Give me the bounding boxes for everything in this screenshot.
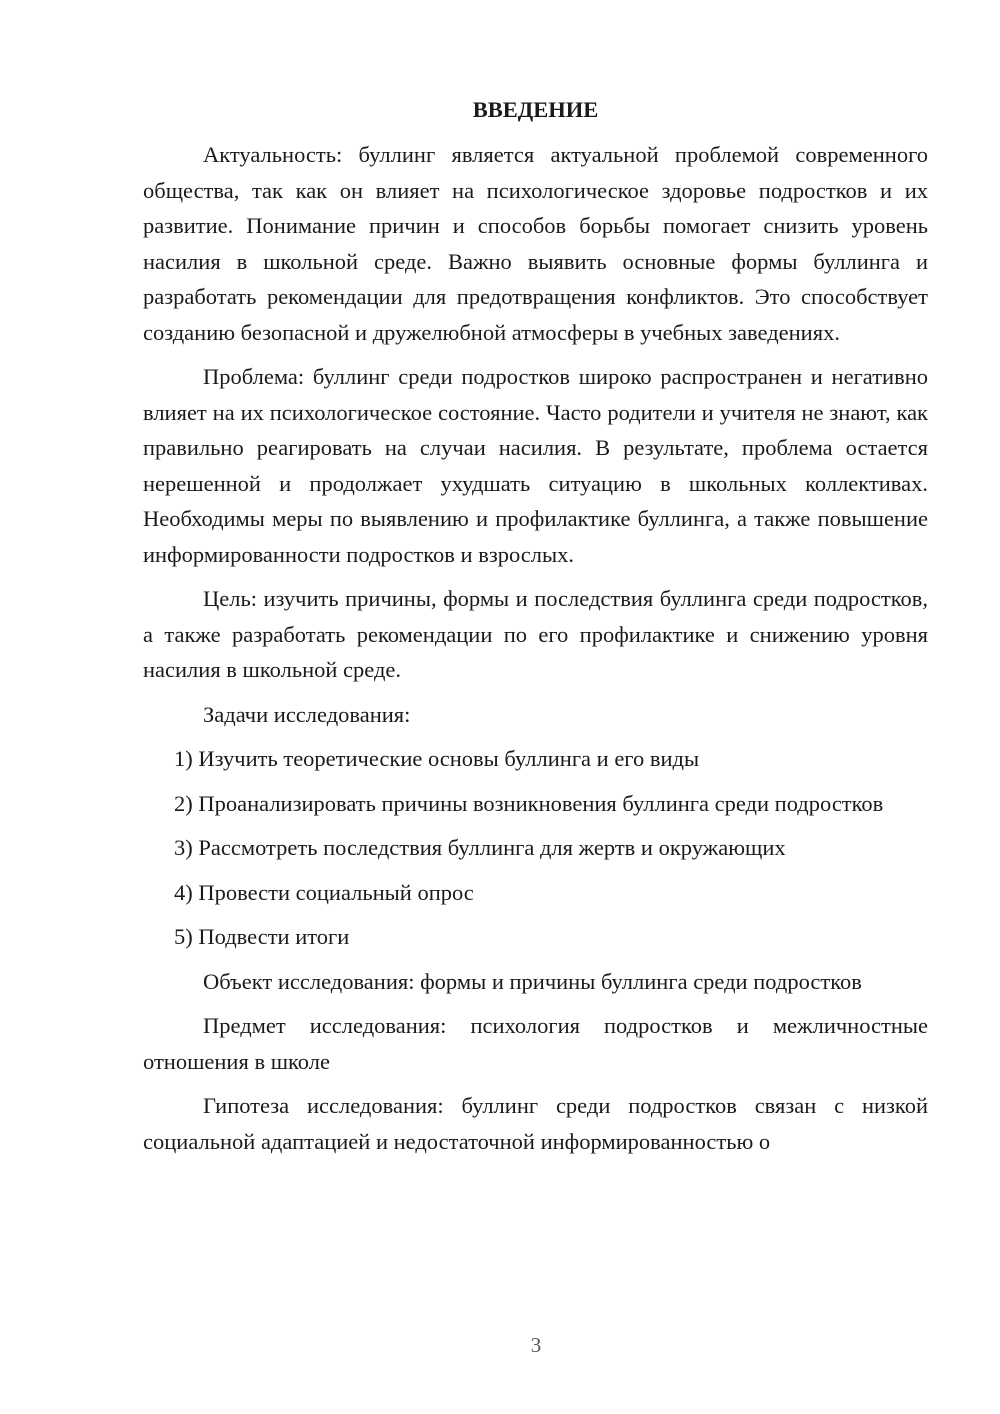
page-title: ВВЕДЕНИЕ xyxy=(472,97,599,122)
paragraph-hypothesis: Гипотеза исследования: буллинг среди подростков связан с низкой социальной адаптацией и недостаточной информированностью о xyxy=(143,1093,928,1154)
paragraph-subject: Предмет исследования: психология подростков и межличностные отношения в школе xyxy=(143,1013,928,1074)
page-number: 3 xyxy=(530,1333,542,1357)
paragraph-object: Объект исследования: формы и причины буллинга среди подростков xyxy=(203,968,862,994)
task-item-1: 1) Изучить теоретические основы буллинга и его виды xyxy=(174,746,700,771)
paragraph-relevance: Актуальность: буллинг является актуальной проблемой современного общества, так как он влияет на психологическое здоровье подростков и их развитие. Понимание причин и способов борьбы помогает снизить уровень насилия в школьной среде. Важно выявить основные формы буллинга и разработать рекомендации для предотвращения конфликтов. Это способствует созданию безопасной и дружелюбной атмосферы в учебных заведениях. xyxy=(143,142,928,345)
task-item-4: 4) Провести социальный опрос xyxy=(174,879,474,905)
task-item-3: 3) Рассмотреть последствия буллинга для жертв и окружающих xyxy=(174,835,786,860)
tasks-heading: Задачи исследования: xyxy=(203,701,411,727)
task-item-2: 2) Проанализировать причины возникновения буллинга среди подростков xyxy=(174,790,884,816)
paragraph-goal: Цель: изучить причины, формы и последствия буллинга среди подростков, а также разработать рекомендации по его профилактике и снижению уровня насилия в школьной среде. xyxy=(143,586,928,682)
paragraph-problem: Проблема: буллинг среди подростков широко распространен и негативно влияет на их психологическое состояние. Часто родители и учителя не знают, как правильно реагировать на случаи насилия. В результате, проблема остается нерешенной и продолжает ухудшать ситуацию в школьных коллективах. Необходимы меры по выявлению и профилактике буллинга, а также повышение информированности подростков и взрослых. xyxy=(143,364,928,567)
task-item-5: 5) Подвести итоги xyxy=(174,924,350,949)
document-page xyxy=(143,92,928,1168)
